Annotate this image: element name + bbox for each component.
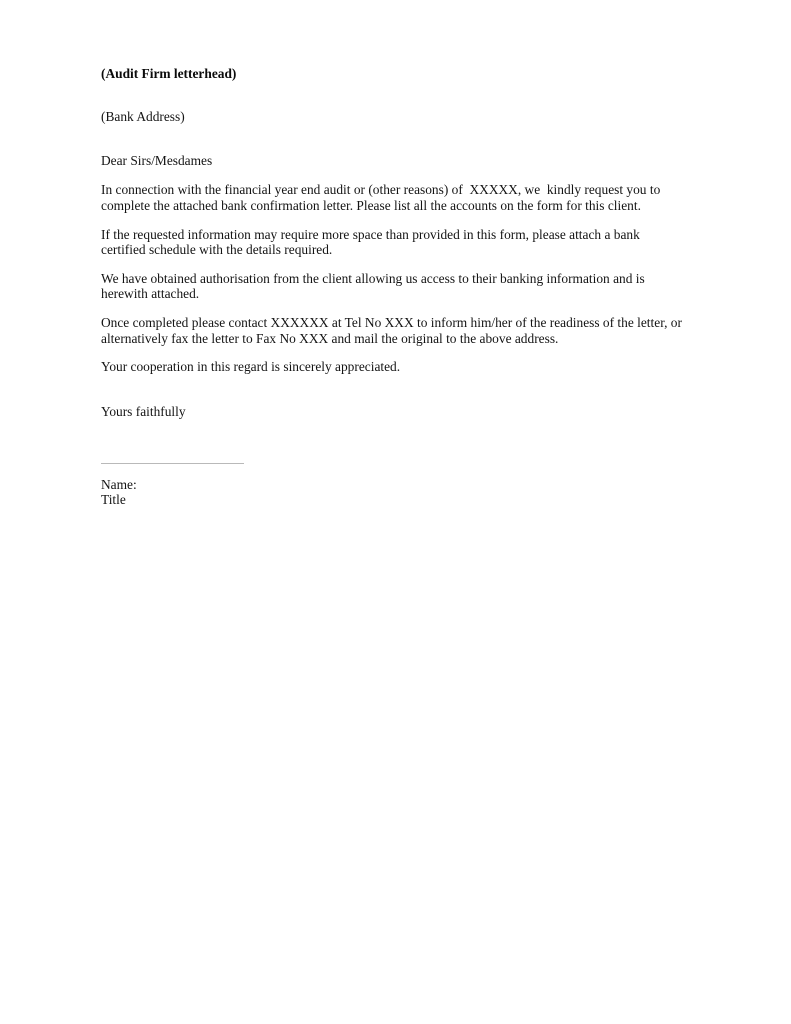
spacer-paragraph-3 — [101, 302, 685, 316]
signatory-block — [101, 477, 685, 507]
body-paragraph-2: If the requested information may require more space than provided in this form, please attach a bank certified schedule with the details required. — [101, 226, 644, 257]
closing-salutation: Yours faithfully — [101, 403, 186, 419]
body-paragraph-1: In connection with the financial year end audit or (other reasons) of XXXXX, we kindly request you to complete the attached bank confirmation letter. Please list all the accounts on the form for this client. — [101, 182, 664, 213]
spacer-after-address — [101, 125, 685, 153]
signatory-name-label: Name: — [101, 477, 137, 493]
signatory-title-label: Title — [101, 492, 126, 508]
spacer-paragraph-2 — [101, 257, 685, 271]
spacer-after-letterhead — [101, 81, 685, 109]
salutation: Dear Sirs/Mesdames — [101, 152, 213, 168]
recipient-address: (Bank Address) — [101, 109, 185, 125]
body-paragraph-3: We have obtained authorisation from the client allowing us access to their banking information and is herewith attached. — [101, 270, 649, 302]
spacer-after-signature-rule — [101, 464, 685, 477]
body-paragraph-5: Your cooperation in this regard is sincerely appreciated. — [101, 359, 401, 375]
body-paragraph-4: Once completed please contact XXXXXX at Tel No XXX to inform him/her of the readiness of the letter, or alternatively fax the letter to Fax No XXX and mail the original to the above address. — [101, 315, 686, 346]
letterhead-heading: (Audit Firm letterhead) — [101, 66, 237, 81]
letter-body — [101, 66, 685, 508]
spacer-paragraph-1 — [101, 213, 685, 227]
spacer-signature-space — [101, 419, 685, 463]
spacer-after-salutation — [101, 168, 685, 182]
spacer-before-closing — [101, 375, 685, 404]
spacer-paragraph-4 — [101, 346, 685, 360]
